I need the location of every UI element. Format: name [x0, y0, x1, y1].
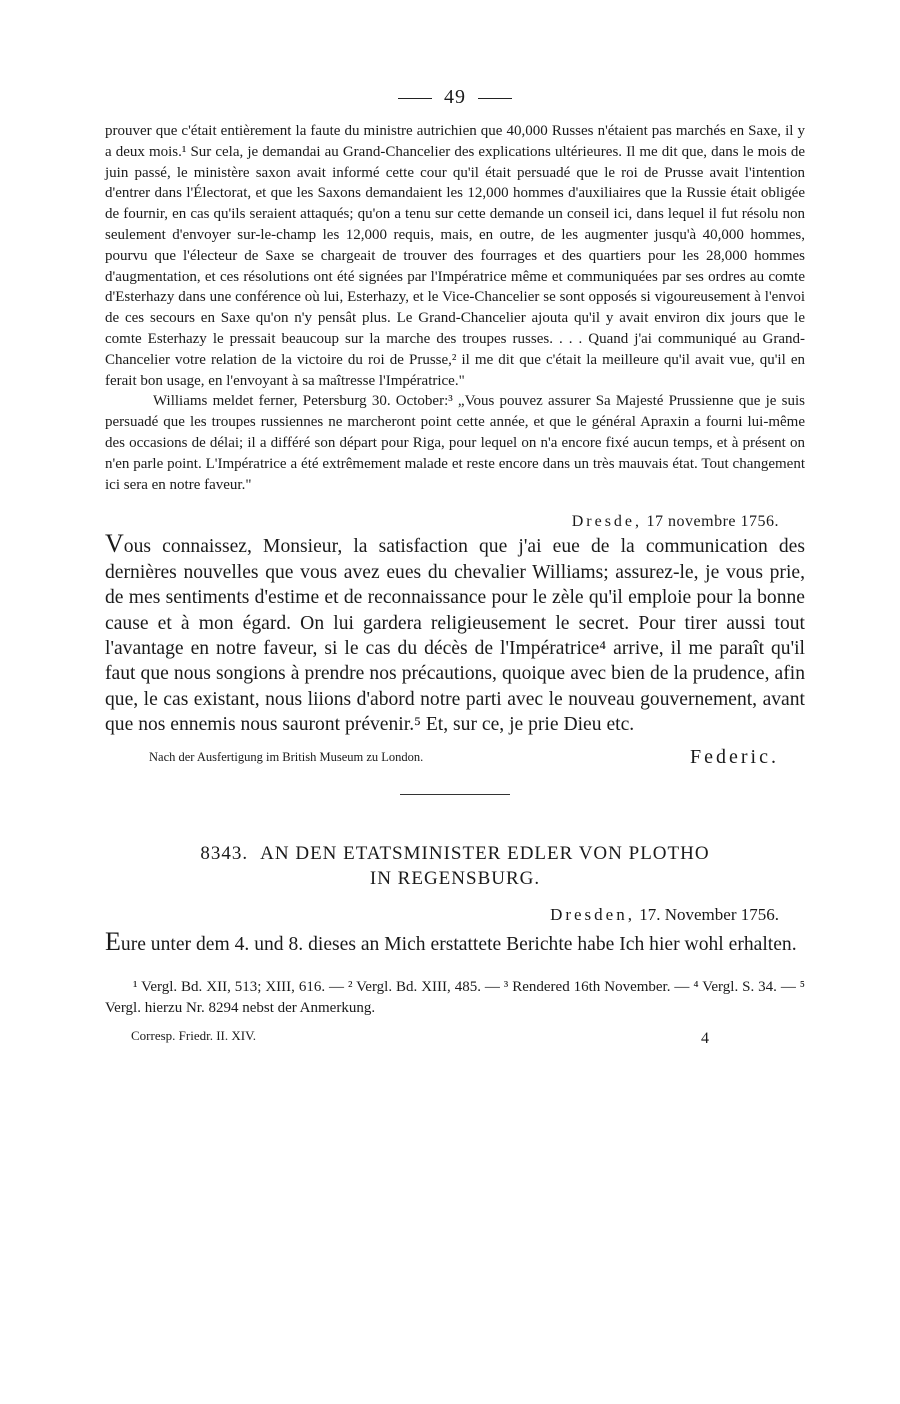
heading-recipient: AN DEN ETATSMINISTER EDLER VON PLOTHO [260, 842, 710, 864]
dateline-place: Dresde, [571, 513, 643, 531]
previous-letter-continuation [105, 121, 805, 495]
letter-8343-initial: E [105, 926, 121, 956]
continuation-paragraph-2: Williams meldet ferner, Petersburg 30. October:³ „Vous pouvez assurer Sa Majesté Prussienne que je suis persuadé que les troupes russiennes ne marcheront point cette année, et que le général Apraxin a fourni lui-même des occasions de délai; il a différé son départ pour Riga, pour lequel on n'a encore fixé aucun temps, et à présent on n'en parle point. L'Impératrice a été extrêmement malade et reste encore dans un très mauvais état. Tout changement ici sera en notre faveur." [105, 393, 805, 493]
source-signature-row [105, 744, 805, 774]
continuation-paragraph-1: prouver que c'était entièrement la faute du ministre autrichien que 40,000 Russes n'étaient pas marchés en Saxe, il y a deux mois.¹ Sur cela, je demandai au Grand-Chancelier des explications ultérieures. Il me dit que, dans le mois de juin passé, le ministère saxon avait informé cette cour qu'il était persuadé que le roi de Prusse avait l'intention d'entrer dans l'Électorat, et que les Saxons demandaient les 12,000 hommes d'auxiliaires que la Russie était obligée de fournir, en cas qu'ils seraient attaqués; qu'on a tenu sur cette demande un conseil ici, dans lequel il fut résolu non seulement d'envoyer sur-le-champ les 12,000 requis, mais, en outre, de les augmenter jusqu'à 40,000 hommes, pourvu que l'électeur de Saxe se chargeait de trouver des fourrages et des quartiers pour les 28,000 hommes d'augmentation, et ces résolutions ont été signées par l'Impératrice même et communiquées par ses ordres au comte d'Esterhazy dans une conférence où lui, Esterhazy, et le Vice-Chancelier se sont opposés si vigoureusement à l'envoi de ces secours en Saxe qu'on n'y pensât plus. Le Grand-Chancelier ajouta qu'il y avait environ dix jours que le comte Esterhazy le pressait beaucoup sur la marche des troupes russes. . . . Quand j'ai communiqué au Grand-Chancelier votre relation de la victoire du roi de Prusse,² il me dit que c'était la meilleure qu'il avait vue, qu'il en ferait bon usage, en l'envoyant à sa maîtresse l'Impératrice." [105, 123, 805, 389]
letter-body [105, 531, 805, 737]
page-number-dash-right [478, 98, 512, 99]
source-note: Nach der Ausfertigung im British Museum zu London. [149, 749, 424, 764]
page-number-dash-left [398, 98, 432, 99]
letter-number: 8343. [200, 842, 249, 864]
footnotes [105, 977, 805, 1018]
letter-8343-paragraph [105, 926, 805, 957]
letter-dateline [105, 513, 779, 531]
page-number [105, 86, 805, 109]
page-footer [105, 1028, 805, 1056]
letter-initial: V [105, 529, 124, 559]
letter-8343-body [105, 926, 805, 957]
dateline-date: 17 novembre 1756. [646, 513, 779, 531]
document-page [105, 86, 805, 1056]
footnotes-text: ¹ Vergl. Bd. XII, 513; XIII, 616. — ² Vergl. Bd. XIII, 485. — ³ Rendered 16th November. — ⁴ Vergl. S. 34. — ⁵ Vergl. hierzu Nr. 8294 nebst der Anmerkung. [105, 979, 805, 1016]
letter-8343-dateline [105, 905, 779, 925]
heading-line-1 [105, 841, 805, 866]
page-number-text: 49 [444, 86, 466, 108]
dateline-8343-date: 17. November 1756. [639, 904, 779, 924]
letter-heading-8343 [105, 841, 805, 891]
heading-place: IN REGENSBURG. [369, 867, 541, 889]
footer-sheet-number: 4 [701, 1030, 709, 1047]
letter-body-text: ous connaissez, Monsieur, la satisfaction que j'ai eue de la communication des dernières nouvelles que vous avez eues du chevalier Williams; assurez-le, je vous prie, de mes sentiments d'estime et de reconnaissance pour le zèle qu'il emploie pour la bonne cause et à mon égard. On lui gardera religieusement le secret. Pour tirer aussi tout l'avantage en notre faveur, si le cas du décès de l'Impératrice⁴ arrive, il me paraît qu'il faut que nous songions à prendre nos précautions, quoique avec bien de la prudence, afin que, le cas existant, nous liions d'abord notre parti avec le nouveau gouvernement, avant que nos ennemis nous sauront prévenir.⁵ Et, sur ce, je prie Dieu etc. [105, 536, 805, 736]
letter-body-paragraph [105, 531, 805, 737]
signature: Federic. [690, 745, 779, 768]
footer-signature-mark: Corresp. Friedr. II. XIV. [131, 1028, 257, 1043]
section-divider [400, 794, 510, 795]
letter-8343-text: ure unter dem 4. und 8. dieses an Mich erstattete Berichte habe Ich hier wohl erhalten. [120, 933, 797, 955]
dateline-8343-place: Dresden, [550, 904, 635, 924]
